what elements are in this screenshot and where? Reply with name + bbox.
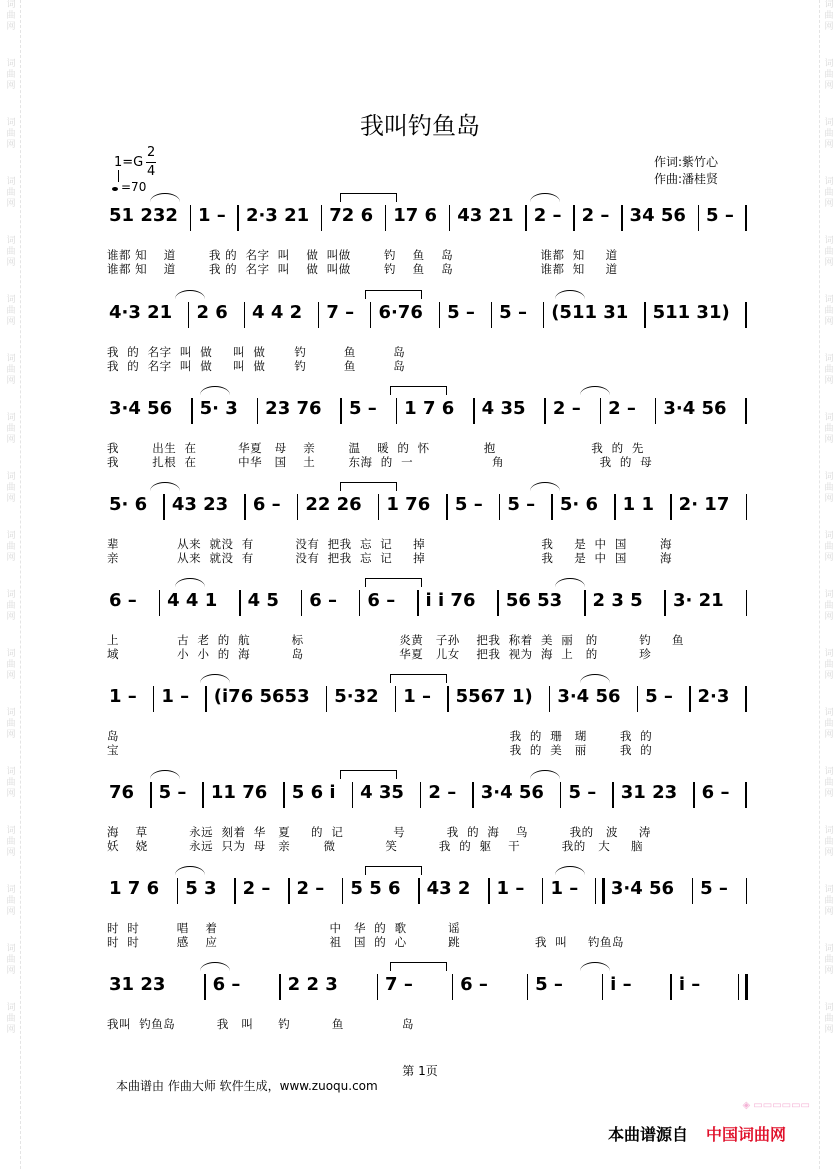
barline <box>342 878 344 904</box>
tie-bracket <box>390 962 447 971</box>
barline <box>439 302 441 328</box>
measure: 2 6 <box>196 302 228 323</box>
barline <box>746 878 748 904</box>
barline <box>473 398 475 424</box>
measure: 2· 17 <box>678 494 730 515</box>
barline <box>612 782 614 808</box>
slur-mark <box>530 770 560 779</box>
measure: i – <box>678 974 701 995</box>
lyrics-verse-2: 我 扎根 在 中华 国 土 东海 的 一 角 我 的 母 <box>107 455 653 469</box>
barline <box>420 782 422 808</box>
measure: 6 – <box>460 974 488 995</box>
barline <box>670 974 672 1000</box>
barline <box>746 590 748 616</box>
lyrics-verse-2: 谁都 知 道 我 的 名字 叫 做 叫做 钓 鱼 岛 谁都 知 道 <box>107 262 618 276</box>
watermark-text: 词 曲 网 <box>824 944 834 976</box>
quarter-note-icon <box>112 187 118 191</box>
barline <box>452 974 454 1000</box>
barline <box>614 494 616 520</box>
measure: 5 – <box>706 205 734 226</box>
measure: 6 – <box>367 590 396 611</box>
measure: 5 – <box>158 782 187 803</box>
barline <box>352 782 354 808</box>
barline <box>446 494 448 520</box>
measure: 3·4 56 <box>109 398 173 419</box>
barline <box>644 302 646 328</box>
barline <box>447 686 449 712</box>
watermark-text: 词 曲 网 <box>824 236 834 268</box>
measure: 6 – <box>109 590 137 611</box>
barline <box>202 782 204 808</box>
barline <box>190 205 192 231</box>
measure: 5 3 <box>185 878 217 899</box>
lyrics-verse-1: 时 时 唱 着 中 华 的 歌 谣 <box>107 921 461 935</box>
barline <box>205 686 207 712</box>
measure: 76 <box>109 782 135 803</box>
barline <box>745 686 747 712</box>
measure: 3·4 56 <box>557 686 621 707</box>
watermark-text: 词 曲 网 <box>824 177 834 209</box>
slur-mark <box>200 674 230 683</box>
tie-bracket <box>340 482 397 491</box>
generator-note: 本曲谱由 作曲大师 软件生成，www.zuoqu.com <box>116 1079 378 1093</box>
measure: 5 – <box>568 782 597 803</box>
measure: 5· 3 <box>199 398 238 419</box>
measure: 2 – <box>533 205 562 226</box>
lyricist-credit: 作词:紫竹心 <box>654 155 719 169</box>
measure: 1 – <box>496 878 525 899</box>
slur-mark <box>150 193 180 202</box>
measure: (i76 5653 <box>213 686 310 707</box>
barline <box>549 686 551 712</box>
right-watermark-strip <box>819 0 838 1169</box>
measure: 3·4 56 <box>610 878 675 899</box>
final-barline <box>738 974 748 1000</box>
lyrics-verse-1: 我 出生 在 华夏 母 亲 温 暖 的 怀 抱 我 的 先 <box>107 441 644 455</box>
barline <box>491 302 493 328</box>
tie-bracket <box>340 770 397 779</box>
measure: 2 – <box>552 398 581 419</box>
lyrics-verse-2: 宝 我 的 美 丽 我 的 <box>107 743 653 757</box>
barline <box>621 205 623 231</box>
slur-mark <box>555 866 585 875</box>
source-brand <box>608 1122 786 1145</box>
measure: 5 – <box>700 878 728 899</box>
measure: 51 232 <box>109 205 178 226</box>
lyrics-verse-2: 我 的 名字 叫 做 叫 做 钓 鱼 岛 <box>107 359 406 373</box>
measure: 6 – <box>212 974 241 995</box>
watermark-text: 词 曲 网 <box>6 767 16 799</box>
watermark-text: 词 曲 网 <box>824 708 834 740</box>
lyrics-verse-1: 海 草 永远 刻着 华 夏 的 记 号 我 的 海 鸟 我的 波 涛 <box>107 825 651 839</box>
measure: 4 5 <box>247 590 279 611</box>
measure: 5 – <box>507 494 536 515</box>
tie-bracket <box>365 866 422 875</box>
measure: 1 1 <box>622 494 654 515</box>
lyrics-verse-2: 域 小 小 的 海 岛 华夏 儿女 把我 视为 海 上 的 珍 <box>107 647 652 661</box>
watermark-text: 词 曲 网 <box>824 0 834 32</box>
barline <box>396 398 398 424</box>
measure: 5 – <box>499 302 527 323</box>
barline <box>745 205 747 231</box>
barline <box>543 302 545 328</box>
measure: 1 7 6 <box>109 878 160 899</box>
watermark-text: 词 曲 网 <box>824 885 834 917</box>
watermark-text: 词 曲 网 <box>6 708 16 740</box>
lyrics-verse-1: 谁都 知 道 我 的 名字 叫 做 叫做 钓 鱼 岛 谁都 知 道 <box>107 248 618 262</box>
time-signature-top: 2 <box>146 144 156 163</box>
measure: 7 – <box>385 974 413 995</box>
tempo-value: =70 <box>121 180 147 194</box>
measure: 5 6 i <box>291 782 336 803</box>
slur-mark <box>150 482 180 491</box>
barline <box>257 398 259 424</box>
measure: 72 6 <box>329 205 374 226</box>
measure: 2 – <box>608 398 636 419</box>
measure: 31 23 <box>620 782 678 803</box>
barline <box>745 398 747 424</box>
barline <box>573 205 575 231</box>
watermark-text: 词 曲 网 <box>824 826 834 858</box>
tie-bracket <box>390 386 447 395</box>
slur-mark <box>530 193 560 202</box>
barline <box>297 494 299 520</box>
lyrics-verse-2: 亲 从来 就没 有 没有 把我 忘 记 掉 我 是 中 国 海 <box>107 551 673 565</box>
watermark-text: 词 曲 网 <box>6 885 16 917</box>
measure: 11 76 <box>210 782 268 803</box>
key-signature: 1=G <box>114 155 144 170</box>
barline <box>693 782 695 808</box>
barline <box>600 398 602 424</box>
lyrics-verse-1: 我叫 钓鱼岛 我 叫 钓 鱼 岛 <box>107 1017 414 1031</box>
measure: 5567 1) <box>455 686 533 707</box>
quarter-note-stem-icon <box>118 170 119 182</box>
measure: 511 31) <box>652 302 730 323</box>
measure: 3·4 56 <box>480 782 544 803</box>
barline <box>159 590 161 616</box>
watermark-text: 词 曲 网 <box>6 472 16 504</box>
staff-system <box>107 398 752 424</box>
barline <box>584 590 586 616</box>
measure: 3·4 56 <box>663 398 727 419</box>
barline <box>527 974 529 1000</box>
barline <box>385 205 387 231</box>
barline <box>191 398 193 424</box>
watermark-text: 词 曲 网 <box>6 826 16 858</box>
measure: 1 – <box>198 205 226 226</box>
measure: 43 23 <box>171 494 229 515</box>
watermark-text: 词 曲 网 <box>824 354 834 386</box>
measure: 1 – <box>550 878 579 899</box>
tie-bracket <box>365 578 422 587</box>
barline <box>326 686 328 712</box>
watermark-text: 词 曲 网 <box>6 1003 16 1035</box>
barline <box>525 205 527 231</box>
watermark-text: 词 曲 网 <box>824 1003 834 1035</box>
measure: 6 – <box>252 494 281 515</box>
barline <box>239 590 241 616</box>
barline <box>664 590 666 616</box>
barline <box>602 974 604 1000</box>
left-watermark-strip <box>2 0 21 1169</box>
staff-system <box>107 590 752 616</box>
measure: 5· 6 <box>559 494 598 515</box>
barline <box>204 974 206 1000</box>
barline <box>497 590 499 616</box>
slur-mark <box>555 290 585 299</box>
barline <box>150 782 152 808</box>
measure: 3· 21 <box>672 590 724 611</box>
lyrics-verse-1: 辈 从来 就没 有 没有 把我 忘 记 掉 我 是 中 国 海 <box>107 537 673 551</box>
watermark-text: 词 曲 网 <box>6 177 16 209</box>
time-signature <box>146 144 156 181</box>
page-number: 第 1页 <box>402 1064 438 1078</box>
slur-mark <box>175 866 205 875</box>
barline <box>244 302 246 328</box>
barline <box>377 974 379 1000</box>
barline <box>544 398 546 424</box>
barline <box>301 590 303 616</box>
barline <box>177 878 179 904</box>
measure: 4 35 <box>360 782 404 803</box>
barline <box>321 205 323 231</box>
measure: 5 – <box>348 398 377 419</box>
barline <box>449 205 451 231</box>
watermark-text: 词 曲 网 <box>824 413 834 445</box>
slur-mark <box>580 962 610 971</box>
repeat-barline <box>595 878 605 904</box>
slur-mark <box>555 578 585 587</box>
slur-mark <box>200 386 230 395</box>
lyrics-verse-1: 岛 我 的 珊 瑚 我 的 <box>107 729 653 743</box>
barline <box>153 686 155 712</box>
slur-mark <box>175 578 205 587</box>
lyrics-verse-2: 时 时 感 应 祖 国 的 心 跳 我 叫 钓鱼岛 <box>107 935 625 949</box>
tie-bracket <box>365 290 422 299</box>
staff-system <box>107 686 752 712</box>
watermark-text: 词 曲 网 <box>6 59 16 91</box>
measure: 34 56 <box>629 205 686 226</box>
barline <box>637 686 639 712</box>
barline <box>288 878 290 904</box>
measure: 1 – <box>109 686 137 707</box>
measure: 6 – <box>701 782 730 803</box>
measure: 4·3 21 <box>109 302 173 323</box>
measure: i i 76 <box>425 590 476 611</box>
barline <box>163 494 165 520</box>
composer-credit: 作曲:潘桂贤 <box>654 172 719 186</box>
site-stamp-icon: ◈ ▭▭▭▭▭▭ <box>742 1100 810 1111</box>
watermark-text: 词 曲 网 <box>824 59 834 91</box>
measure: 22 26 <box>305 494 362 515</box>
slur-mark <box>530 482 560 491</box>
barline <box>551 494 553 520</box>
barline <box>244 494 246 520</box>
measure: 1 – <box>161 686 190 707</box>
barline <box>340 398 342 424</box>
slur-mark <box>175 290 205 299</box>
lyrics-verse-1: 我 的 名字 叫 做 叫 做 钓 鱼 岛 <box>107 345 406 359</box>
measure: 2 – <box>242 878 271 899</box>
barline <box>745 782 747 808</box>
measure: 5·32 <box>334 686 379 707</box>
barline <box>395 686 397 712</box>
tie-bracket <box>340 193 397 202</box>
barline <box>692 878 694 904</box>
staff-system <box>107 974 752 1000</box>
barline <box>542 878 544 904</box>
tempo-marking <box>112 180 146 194</box>
song-title: 我叫钓鱼岛 <box>360 112 480 140</box>
slur-mark <box>580 386 610 395</box>
staff-system <box>107 878 752 904</box>
barline <box>234 878 236 904</box>
measure: 2·3 <box>697 686 730 707</box>
measure: 43 2 <box>426 878 471 899</box>
measure: 5 – <box>454 494 483 515</box>
measure: 2 – <box>296 878 325 899</box>
barline <box>472 782 474 808</box>
measure: 2 2 3 <box>287 974 338 995</box>
staff-system <box>107 205 752 231</box>
staff-system <box>107 302 752 328</box>
barline <box>378 494 380 520</box>
slur-mark <box>150 770 180 779</box>
staff-system <box>107 494 752 520</box>
measure: 5 – <box>535 974 563 995</box>
lyrics-verse-2: 妖 娆 永远 只为 母 亲 微 笑 我 的 躯 干 我的 大 脑 <box>107 839 643 853</box>
measure: 7 – <box>326 302 355 323</box>
barline <box>370 302 372 328</box>
barline <box>670 494 672 520</box>
measure: 4 4 2 <box>252 302 303 323</box>
barline <box>417 590 419 616</box>
time-signature-bottom: 4 <box>147 164 156 179</box>
measure: 5 5 6 <box>350 878 401 899</box>
watermark-text: 词 曲 网 <box>6 590 16 622</box>
measure: 1 7 6 <box>404 398 455 419</box>
watermark-text: 词 曲 网 <box>6 295 16 327</box>
barline <box>283 782 285 808</box>
measure: 2·3 21 <box>245 205 310 226</box>
watermark-text: 词 曲 网 <box>824 472 834 504</box>
watermark-text: 词 曲 网 <box>824 767 834 799</box>
barline <box>745 302 747 328</box>
measure: 1 76 <box>386 494 431 515</box>
measure: 43 21 <box>457 205 514 226</box>
tie-bracket <box>390 674 447 683</box>
barline <box>746 494 748 520</box>
watermark-text: 词 曲 网 <box>6 354 16 386</box>
measure: 1 – <box>403 686 431 707</box>
measure: 17 6 <box>393 205 438 226</box>
watermark-text: 词 曲 网 <box>6 413 16 445</box>
barline <box>318 302 320 328</box>
watermark-text: 词 曲 网 <box>6 649 16 681</box>
watermark-text: 词 曲 网 <box>6 236 16 268</box>
barline <box>488 878 490 904</box>
measure: 6·76 <box>378 302 423 323</box>
watermark-text: 词 曲 网 <box>6 118 16 150</box>
measure: 2 3 5 <box>592 590 643 611</box>
measure: 6 – <box>309 590 338 611</box>
source-brand-name: 中国词曲网 <box>706 1125 787 1144</box>
barline <box>359 590 361 616</box>
measure: (511 31 <box>551 302 629 323</box>
barline <box>499 494 501 520</box>
measure: 2 – <box>581 205 610 226</box>
measure: 2 – <box>428 782 457 803</box>
watermark-text: 词 曲 网 <box>6 0 16 32</box>
staff-system <box>107 782 752 808</box>
slur-mark <box>580 674 610 683</box>
barline <box>279 974 281 1000</box>
slur-mark <box>200 962 230 971</box>
watermark-text: 词 曲 网 <box>6 531 16 563</box>
watermark-text: 词 曲 网 <box>824 295 834 327</box>
measure: 31 23 <box>109 974 166 995</box>
measure: 5· 6 <box>109 494 148 515</box>
watermark-text: 词 曲 网 <box>824 590 834 622</box>
lyrics-verse-1: 上 古 老 的 航 标 炎黄 子孙 把我 称着 美 丽 的 钓 鱼 <box>107 633 685 647</box>
barline <box>560 782 562 808</box>
source-brand-label: 本曲谱源自 <box>608 1125 689 1144</box>
watermark-text: 词 曲 网 <box>824 649 834 681</box>
measure: 4 4 1 <box>167 590 218 611</box>
watermark-text: 词 曲 网 <box>6 944 16 976</box>
barline <box>698 205 700 231</box>
watermark-text: 词 曲 网 <box>824 118 834 150</box>
barline <box>188 302 190 328</box>
measure: 56 53 <box>505 590 563 611</box>
barline <box>237 205 239 231</box>
barline <box>689 686 691 712</box>
measure: 23 76 <box>265 398 322 419</box>
barline <box>418 878 420 904</box>
watermark-text: 词 曲 网 <box>824 531 834 563</box>
barline <box>655 398 657 424</box>
measure: 5 – <box>645 686 673 707</box>
measure: 4 35 <box>481 398 526 419</box>
measure: 5 – <box>447 302 475 323</box>
measure: i – <box>610 974 632 995</box>
